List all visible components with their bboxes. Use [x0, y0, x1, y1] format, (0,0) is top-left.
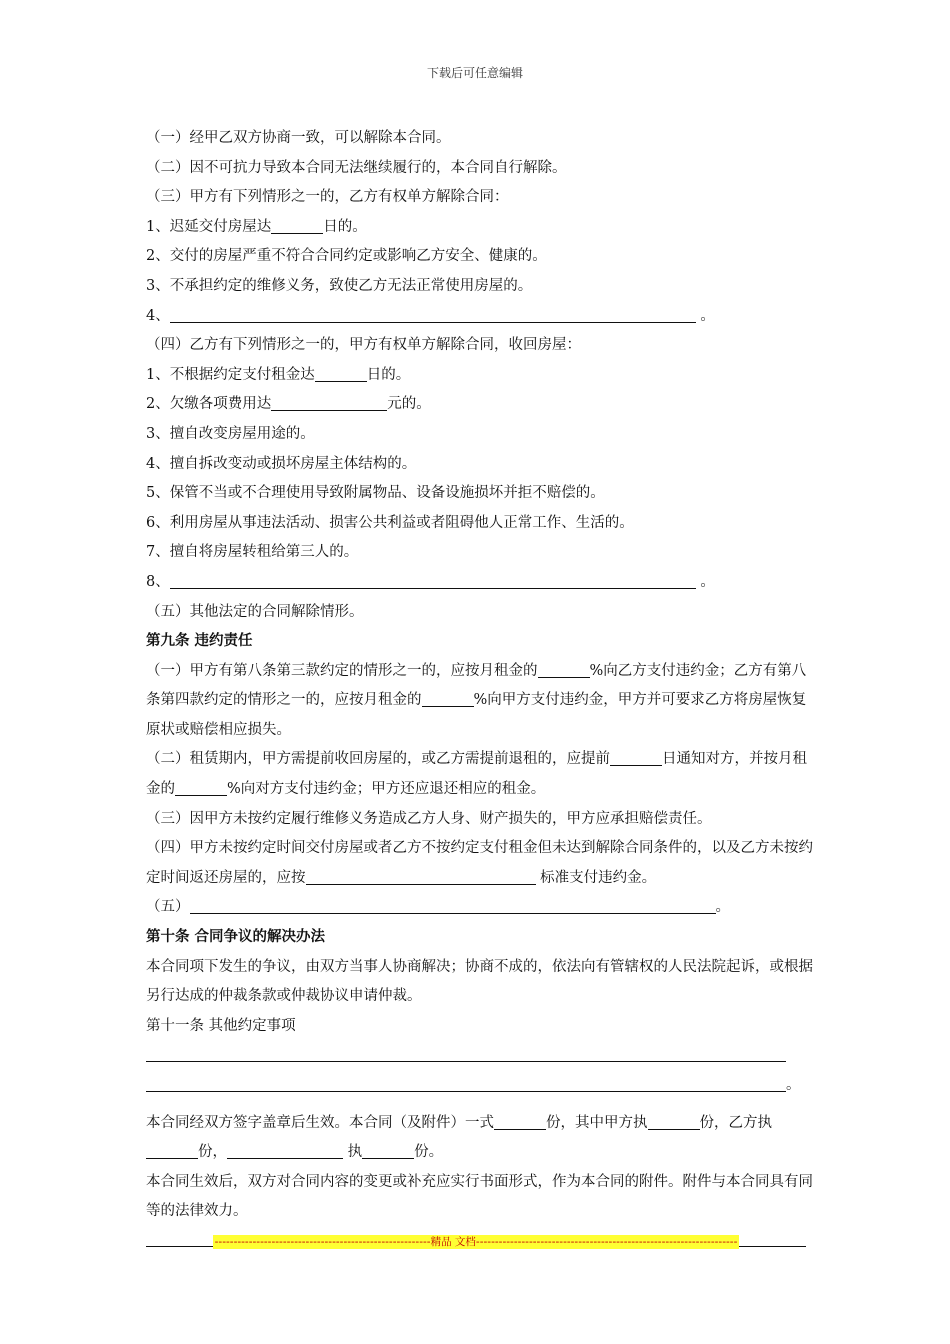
clause-line [146, 302, 816, 332]
footer-watermark: ---------------------------------------------------------精品 文档--------------------------------------------------------------------- [214, 1236, 738, 1248]
clause-text: 元的。 [387, 396, 431, 413]
clause-text: 4、 [146, 307, 170, 324]
clause-paragraph [146, 657, 816, 746]
fill-blank[interactable] [610, 748, 662, 766]
clause-line: （四）乙方有下列情形之一的，甲方有权单方解除合同，收回房屋： [146, 337, 581, 354]
clause-line: 3、擅自改变房屋用途的。 [146, 425, 315, 442]
clause-line [146, 568, 816, 598]
clause-text: （一）甲方有第八条第三款约定的情形之一的，应按月租金的 [146, 662, 538, 679]
fill-blank[interactable] [422, 689, 474, 707]
clause-line [146, 361, 816, 391]
contract-body [146, 124, 816, 1227]
fill-blank[interactable] [271, 393, 387, 411]
article-9-heading: 第九条 违约责任 [146, 633, 253, 650]
clause-text: 本合同经双方签字盖章后生效。本合同（及附件）一式 [146, 1114, 494, 1131]
fill-blank[interactable] [538, 660, 590, 678]
clause-text: 8、 [146, 573, 170, 590]
fill-blank[interactable] [362, 1141, 414, 1159]
clause-line: 3、不承担约定的维修义务，致使乙方无法正常使用房屋的。 [146, 277, 533, 294]
clause-line: （三）因甲方未按约定履行维修义务造成乙方人身、财产损失的，甲方应承担赔偿责任。 [146, 810, 712, 827]
clause-text: 。 [695, 573, 715, 590]
clause-paragraph [146, 745, 816, 804]
page-header: 下载后可任意编辑 [426, 66, 523, 80]
clause-text: 。 [695, 307, 715, 324]
clause-text: 份，其中甲方执 [546, 1114, 648, 1131]
clause-text: 1、迟延交付房屋达 [146, 218, 272, 235]
clause-line: （一）经甲乙双方协商一致，可以解除本合同。 [146, 130, 451, 146]
clause-text: 1、不根据约定支付租金达 [146, 366, 315, 383]
fill-blank[interactable] [146, 1044, 786, 1062]
clause-paragraph [146, 1109, 816, 1168]
fill-blank[interactable] [170, 571, 696, 589]
clause-text: %向对方支付违约金；甲方还应退还相应的租金。 [227, 781, 546, 798]
clause-text: （二）租赁期内，甲方需提前收回房屋的，或乙方需提前退租的，应提前 [146, 751, 610, 768]
fill-blank[interactable] [315, 364, 367, 382]
clause-text: （五） [146, 899, 190, 916]
fill-blank[interactable] [190, 896, 716, 914]
clause-line [146, 893, 816, 923]
clause-paragraph: 本合同项下发生的争议，由双方当事人协商解决；协商不成的，依法向有管辖权的人民法院起诉，或根据另行达成的仲裁条款或仲裁协议申请仲裁。 [146, 958, 813, 1005]
clause-text: 执 [343, 1144, 363, 1161]
clause-text: 日的。 [323, 218, 367, 235]
article-10-heading: 第十条 合同争议的解决办法 [146, 929, 326, 946]
clause-line: （三）甲方有下列情形之一的，乙方有权单方解除合同： [146, 189, 509, 206]
fill-blank[interactable] [170, 305, 696, 323]
clause-text: 2、欠缴各项费用达 [146, 396, 272, 413]
clause-text: %向乙方支付违约金；乙方有第八条第四款约定的情形之一的，应按月租金的 [146, 662, 807, 709]
clause-line: 4、擅自拆改变动或损坏房屋主体结构的。 [146, 455, 417, 472]
clause-text: 。 [786, 1077, 801, 1093]
clause-line: 7、擅自将房屋转租给第三人的。 [146, 544, 359, 561]
clause-line: 2、交付的房屋严重不符合合同约定或影响乙方安全、健康的。 [146, 248, 547, 265]
clause-line: 5、保管不当或不合理使用导致附属物品、设备设施损坏并拒不赔偿的。 [146, 485, 605, 502]
clause-text: 日通知对方，并按月租金的 [146, 751, 807, 798]
clause-paragraph: 本合同生效后，双方对合同内容的变更或补充应实行书面形式，作为本合同的附件。附件与本合同具有同等的法律效力。 [146, 1173, 813, 1220]
fill-line [146, 1071, 816, 1101]
fill-line [146, 1041, 816, 1071]
clause-paragraph [146, 834, 816, 893]
clause-text: 份， [198, 1144, 227, 1161]
clause-text: 份。 [414, 1144, 444, 1161]
fill-blank[interactable] [146, 1074, 786, 1092]
page-footer [146, 1230, 806, 1247]
clause-text: 日的。 [366, 366, 411, 383]
clause-line [146, 390, 816, 420]
fill-blank[interactable] [146, 1141, 198, 1159]
fill-blank[interactable] [648, 1112, 700, 1130]
clause-text: （四）甲方未按约定时间交付房屋或者乙方不按约定支付租金但未达到解除合同条件的，以及乙方未按约定时间返还房屋的，应按 [146, 840, 813, 886]
clause-text: 份，乙方执 [699, 1114, 772, 1131]
fill-blank[interactable] [306, 867, 536, 885]
fill-blank[interactable] [227, 1141, 343, 1159]
fill-blank[interactable] [271, 216, 323, 234]
clause-line: （五）其他法定的合同解除情形。 [146, 603, 364, 620]
clause-line: （二）因不可抗力导致本合同无法继续履行的，本合同自行解除。 [146, 159, 567, 176]
fill-blank[interactable] [494, 1112, 546, 1130]
article-11-heading: 第十一条 其他约定事项 [146, 1017, 296, 1034]
clause-line: 6、利用房屋从事违法活动、损害公共利益或者阻碍他人正常工作、生活的。 [146, 514, 634, 531]
clause-text: 标准支付违约金。 [535, 869, 657, 886]
clause-text: %向甲方支付违约金，甲方并可要求乙方将房屋恢复原状或赔偿相应损失。 [146, 692, 807, 738]
clause-text: 。 [715, 899, 730, 916]
clause-line [146, 213, 816, 243]
fill-blank[interactable] [175, 778, 227, 796]
